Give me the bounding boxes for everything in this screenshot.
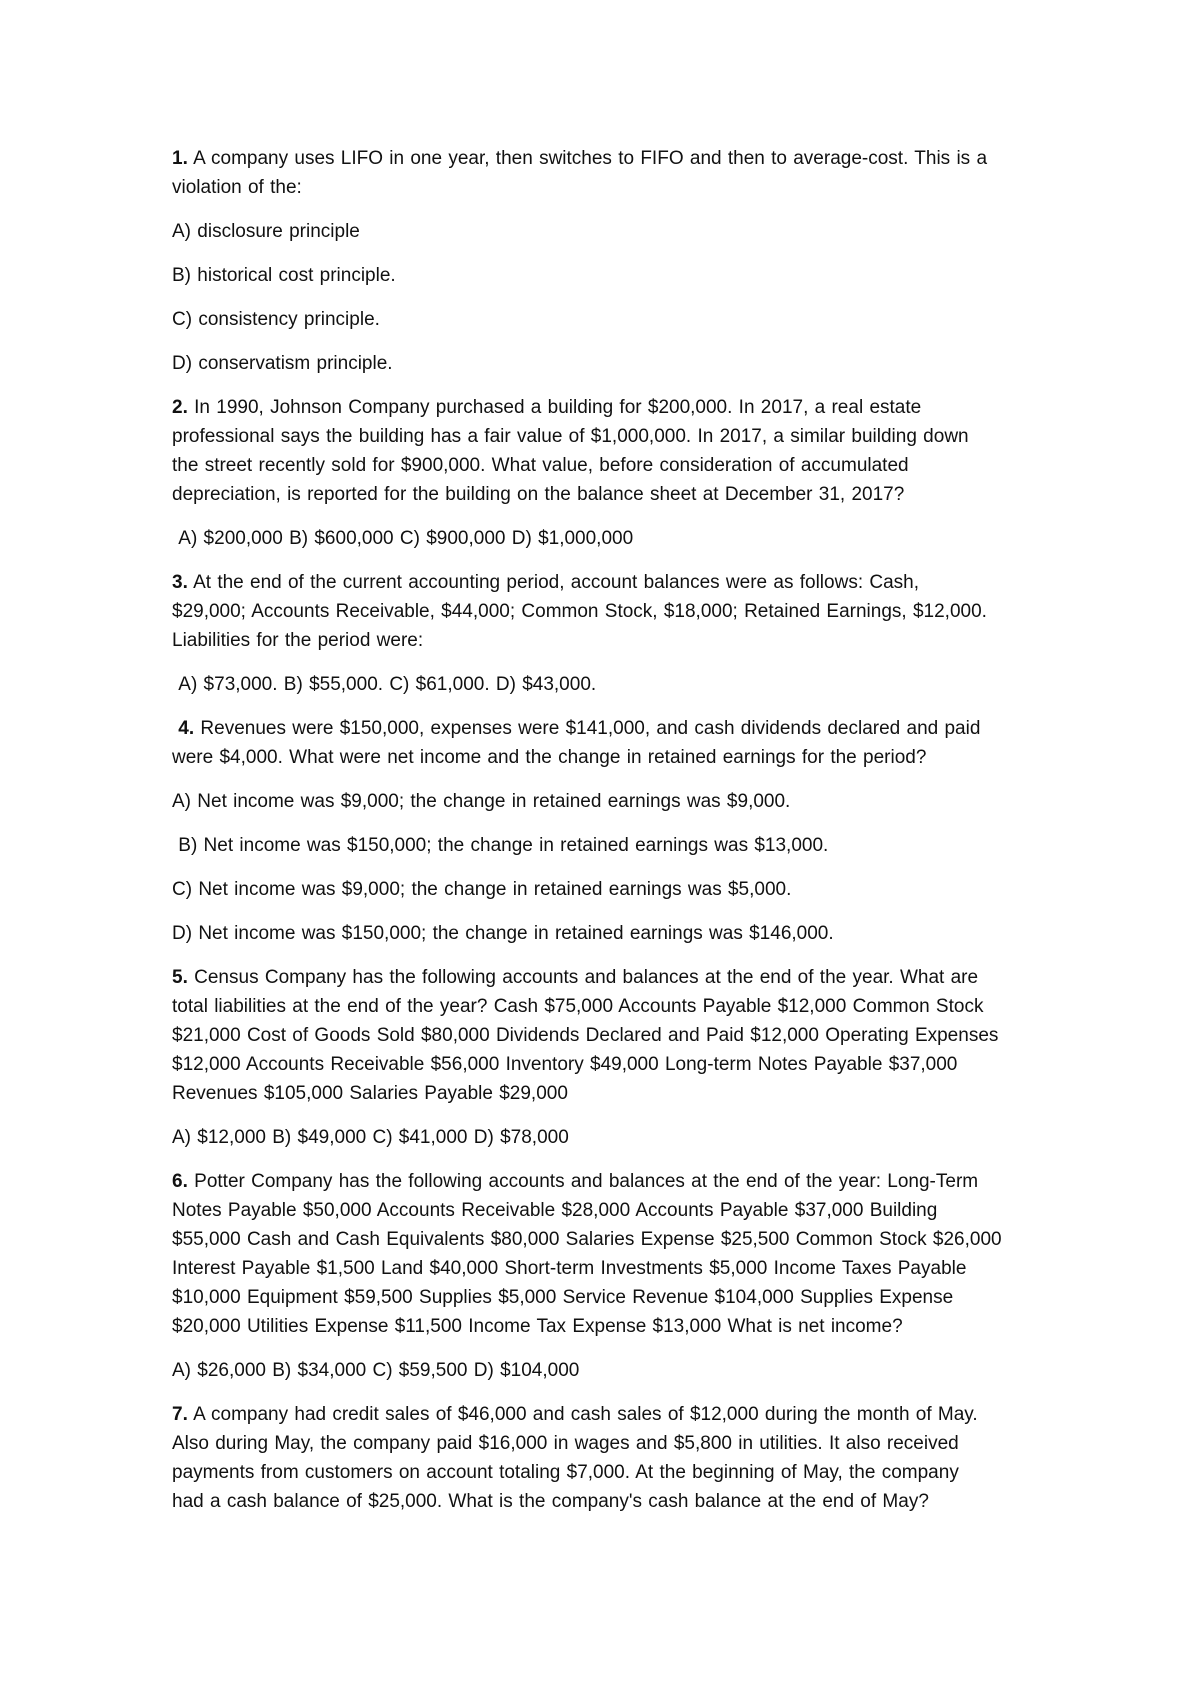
question-stem-line: $29,000; Accounts Receivable, $44,000; Common Stock, $18,000; Retained Earnings, $12,000. (172, 601, 987, 622)
question-stem-line: were $4,000. What were net income and the change in retained earnings for the period? (172, 747, 927, 768)
answer-option-b: B) historical cost principle. (172, 265, 396, 286)
question-stem-line: 7. A company had credit sales of $46,000 and cash sales of $12,000 during the month of May. (172, 1404, 978, 1425)
question-stem-line: $12,000 Accounts Receivable $56,000 Inventory $49,000 Long-term Notes Payable $37,000 (172, 1054, 958, 1075)
answer-options: A) $26,000 B) $34,000 C) $59,500 D) $104,000 (172, 1360, 580, 1381)
question-stem-line: total liabilities at the end of the year? Cash $75,000 Accounts Payable $12,000 Common Stock (172, 996, 984, 1017)
question-number: 5. (172, 967, 188, 988)
question-stem-line: Also during May, the company paid $16,000 in wages and $5,800 in utilities. It also received (172, 1433, 959, 1454)
question-number: 7. (172, 1404, 188, 1425)
question-number: 1. (172, 148, 188, 169)
question-number: 2. (172, 397, 188, 418)
question-6 (172, 1167, 1020, 1385)
question-1 (172, 144, 1020, 378)
question-5 (172, 963, 1020, 1152)
question-4 (172, 714, 1020, 948)
answer-option-d: D) Net income was $150,000; the change in retained earnings was $146,000. (172, 923, 834, 944)
question-number: 4. (172, 718, 195, 739)
question-stem-line: $55,000 Cash and Cash Equivalents $80,000 Salaries Expense $25,500 Common Stock $26,000 (172, 1229, 1002, 1250)
question-7 (172, 1400, 1020, 1516)
question-2 (172, 393, 1020, 553)
question-stem-line: 4. Revenues were $150,000, expenses were $141,000, and cash dividends declared and paid (172, 718, 981, 739)
question-stem-line: 5. Census Company has the following accounts and balances at the end of the year. What are (172, 967, 979, 988)
question-stem-line: 2. In 1990, Johnson Company purchased a building for $200,000. In 2017, a real estate (172, 397, 922, 418)
question-stem-line: violation of the: (172, 177, 302, 198)
question-stem-line: $10,000 Equipment $59,500 Supplies $5,000 Service Revenue $104,000 Supplies Expense (172, 1287, 954, 1308)
question-stem-line: depreciation, is reported for the building on the balance sheet at December 31, 2017? (172, 484, 905, 505)
question-stem-line: 6. Potter Company has the following accounts and balances at the end of the year: Long-Term (172, 1171, 979, 1192)
answer-options: A) $200,000 B) $600,000 C) $900,000 D) $1,000,000 (172, 528, 634, 549)
answer-option-c: C) consistency principle. (172, 309, 380, 330)
answer-option-b: B) Net income was $150,000; the change in retained earnings was $13,000. (172, 835, 829, 856)
answer-options: A) $12,000 B) $49,000 C) $41,000 D) $78,000 (172, 1127, 569, 1148)
question-3 (172, 568, 1020, 699)
question-stem-line: had a cash balance of $25,000. What is the company's cash balance at the end of May? (172, 1491, 929, 1512)
question-stem-line: payments from customers on account totaling $7,000. At the beginning of May, the company (172, 1462, 959, 1483)
question-stem-line: Interest Payable $1,500 Land $40,000 Short-term Investments $5,000 Income Taxes Payable (172, 1258, 967, 1279)
answer-options: A) $73,000. B) $55,000. C) $61,000. D) $43,000. (172, 674, 597, 695)
answer-option-d: D) conservatism principle. (172, 353, 393, 374)
question-stem-line: 3. At the end of the current accounting period, account balances were as follows: Cash, (172, 572, 920, 593)
question-stem-line: $20,000 Utilities Expense $11,500 Income Tax Expense $13,000 What is net income? (172, 1316, 903, 1337)
question-stem-line: the street recently sold for $900,000. What value, before consideration of accumulated (172, 455, 909, 476)
question-stem-line: professional says the building has a fair value of $1,000,000. In 2017, a similar building down (172, 426, 969, 447)
question-stem-line: 1. A company uses LIFO in one year, then switches to FIFO and then to average-cost. This is a (172, 148, 988, 169)
question-stem-line: Liabilities for the period were: (172, 630, 424, 651)
question-number: 3. (172, 572, 188, 593)
question-number: 6. (172, 1171, 188, 1192)
answer-option-a: A) Net income was $9,000; the change in retained earnings was $9,000. (172, 791, 791, 812)
answer-option-a: A) disclosure principle (172, 221, 360, 242)
question-stem-line: Notes Payable $50,000 Accounts Receivable $28,000 Accounts Payable $37,000 Building (172, 1200, 938, 1221)
question-stem-line: $21,000 Cost of Goods Sold $80,000 Dividends Declared and Paid $12,000 Operating Expenses (172, 1025, 999, 1046)
question-stem-line: Revenues $105,000 Salaries Payable $29,000 (172, 1083, 568, 1104)
answer-option-c: C) Net income was $9,000; the change in retained earnings was $5,000. (172, 879, 792, 900)
